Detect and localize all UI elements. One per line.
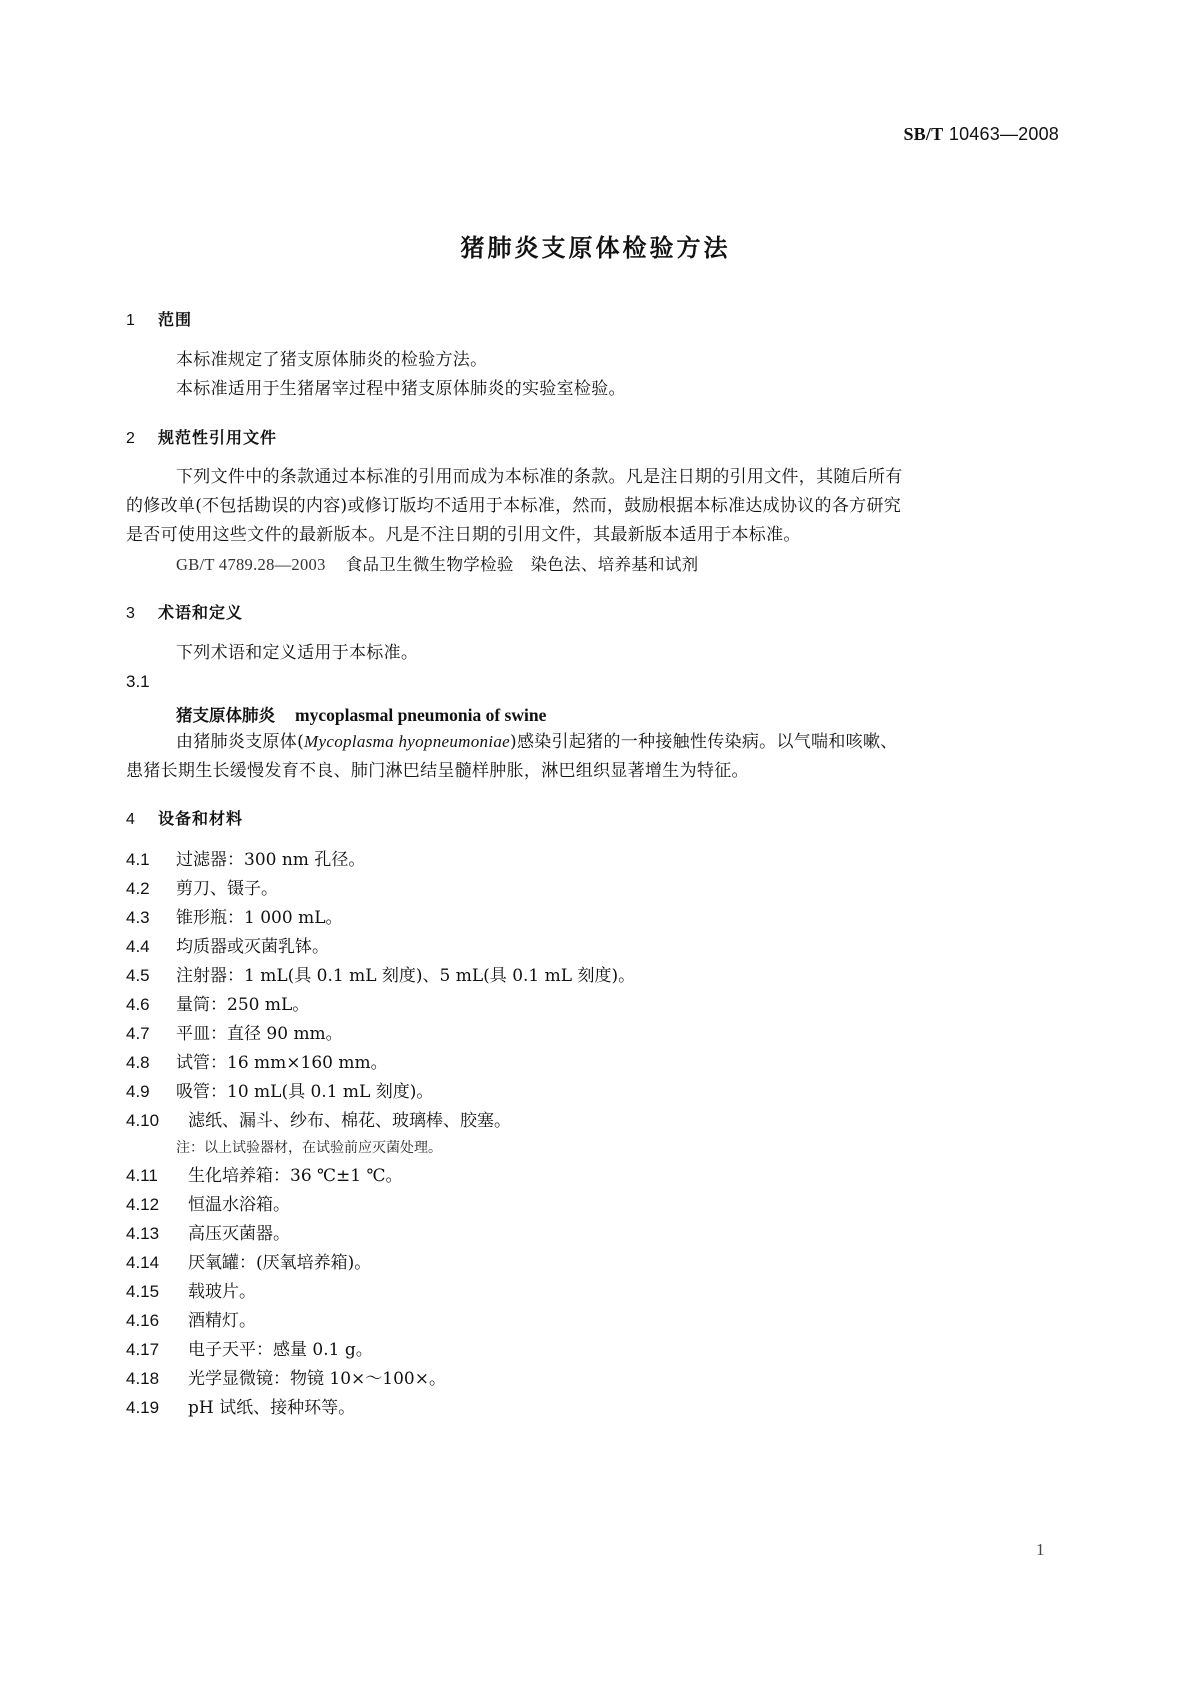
section-title: 范围	[158, 310, 193, 329]
reference-code: GB/T 4789.28—2003	[176, 555, 326, 574]
list-item	[126, 932, 329, 957]
clause-3-1: 3.1	[126, 672, 150, 691]
item-text: 高压灭菌器。	[188, 1224, 290, 1244]
item-number: 4.4	[126, 937, 150, 956]
scope-paragraph-2: 本标准适用于生猪屠宰过程中猪支原体肺炎的实验室检验。	[176, 379, 626, 399]
term-english: mycoplasmal pneumonia of swine	[295, 705, 547, 725]
normative-refs-line-2: 的修改单(不包括勘误的内容)或修订版均不适用于本标准，然而，鼓励根据本标准达成协议的各方研究	[126, 496, 902, 516]
section-number: 4	[126, 811, 136, 828]
item-number: 4.12	[126, 1195, 160, 1214]
item-number: 4.6	[126, 995, 150, 1014]
item-text: 均质器或灭菌乳钵。	[176, 937, 329, 957]
item-number: 4.5	[126, 966, 150, 985]
section-title: 设备和材料	[158, 809, 244, 828]
list-item	[126, 1190, 290, 1215]
item-text: 酒精灯。	[188, 1311, 256, 1331]
list-item	[126, 1277, 256, 1302]
item-number: 4.2	[126, 879, 150, 898]
section-number: 3	[126, 605, 136, 622]
definition-line-1	[176, 727, 898, 757]
reference-entry	[176, 550, 698, 579]
section-1-heading	[126, 307, 192, 330]
item-number: 4.3	[126, 908, 150, 927]
item-number: 4.17	[126, 1340, 160, 1359]
item-text: 光学显微镜：物镜 10×～100×。	[188, 1369, 446, 1389]
latin-name: Mycoplasma hyopneumoniae	[304, 732, 511, 751]
item-text: 载玻片。	[188, 1282, 256, 1302]
list-item	[126, 1335, 373, 1360]
list-item	[126, 1306, 256, 1331]
normative-refs-line-3: 是否可使用这些文件的最新版本。凡是不注日期的引用文件，其最新版本适用于本标准。	[126, 525, 801, 545]
terms-intro: 下列术语和定义适用于本标准。	[176, 643, 419, 663]
list-item	[126, 961, 635, 986]
section-4-heading	[126, 806, 243, 829]
list-item	[126, 1019, 343, 1044]
item-number: 4.15	[126, 1282, 160, 1301]
item-text: 注射器：1 mL(具 0.1 mL 刻度)、5 mL(具 0.1 mL 刻度)。	[176, 966, 636, 986]
item-number: 4.18	[126, 1369, 160, 1388]
item-number: 4.19	[126, 1398, 160, 1417]
list-item	[126, 1219, 290, 1244]
item-number: 4.16	[126, 1311, 160, 1330]
item-text: pH 试纸、接种环等。	[188, 1398, 356, 1418]
section-number: 2	[126, 430, 136, 447]
scope-paragraph-1: 本标准规定了猪支原体肺炎的检验方法。	[176, 350, 488, 370]
term-entry	[176, 702, 546, 726]
item-text: 试管：16 mm×160 mm。	[176, 1053, 388, 1073]
list-item	[126, 1048, 388, 1073]
section-number: 1	[126, 312, 136, 329]
section-3-heading	[126, 600, 243, 623]
list-item	[126, 1248, 371, 1273]
item-text: 剪刀、镊子。	[176, 879, 278, 899]
item-number: 4.8	[126, 1053, 150, 1072]
item-text: 恒温水浴箱。	[188, 1195, 290, 1215]
standard-number: 10463—2008	[948, 124, 1059, 144]
item-number: 4.10	[126, 1111, 160, 1130]
item-number: 4.14	[126, 1253, 160, 1272]
standard-prefix: SB/T	[903, 124, 944, 144]
list-item	[126, 990, 309, 1015]
definition-line-2: 患猪长期生长缓慢发育不良、肺门淋巴结呈髓样肿胀，淋巴组织显著增生为特征。	[126, 761, 749, 781]
item-number: 4.7	[126, 1024, 150, 1043]
definition-text: )感染引起猪的一种接触性传染病。以气喘和咳嗽、	[510, 732, 898, 752]
item-number: 4.9	[126, 1082, 150, 1101]
section-2-heading	[126, 425, 277, 448]
item-text: 生化培养箱：36 ℃±1 ℃。	[188, 1166, 403, 1186]
equipment-note: 注：以上试验器材，在试验前应灭菌处理。	[176, 1140, 442, 1156]
reference-title: 食品卫生微生物学检验 染色法、培养基和试剂	[345, 555, 699, 574]
item-text: 平皿：直径 90 mm。	[176, 1024, 343, 1044]
definition-text: 由猪肺炎支原体(	[176, 732, 305, 752]
list-item	[126, 874, 278, 899]
document-title: 猪肺炎支原体检验方法	[460, 234, 731, 262]
standard-code	[903, 124, 1059, 145]
item-number: 4.11	[126, 1166, 158, 1185]
item-text: 电子天平：感量 0.1 g。	[188, 1340, 373, 1360]
list-item	[126, 1364, 446, 1389]
section-title: 术语和定义	[158, 603, 244, 622]
item-text: 量筒：250 mL。	[176, 995, 310, 1015]
item-number: 4.13	[126, 1224, 160, 1243]
item-text: 吸管：10 mL(具 0.1 mL 刻度)。	[176, 1082, 434, 1102]
item-text: 厌氧罐：(厌氧培养箱)。	[188, 1253, 372, 1273]
normative-refs-line-1: 下列文件中的条款通过本标准的引用而成为本标准的条款。凡是注日期的引用文件，其随后所有	[176, 467, 903, 487]
list-item	[126, 903, 342, 928]
list-item	[126, 1161, 403, 1186]
item-text: 滤纸、漏斗、纱布、棉花、玻璃棒、胶塞。	[188, 1111, 511, 1131]
list-item	[126, 845, 365, 870]
list-item	[126, 1077, 433, 1102]
item-text: 过滤器：300 nm 孔径。	[176, 850, 366, 870]
list-item	[126, 1106, 511, 1131]
item-number: 4.1	[126, 850, 150, 869]
term-chinese: 猪支原体肺炎	[176, 706, 275, 725]
item-text: 锥形瓶：1 000 mL。	[176, 908, 343, 928]
section-title: 规范性引用文件	[158, 428, 278, 447]
page-number: 1	[1036, 1540, 1045, 1559]
list-item	[126, 1393, 355, 1418]
